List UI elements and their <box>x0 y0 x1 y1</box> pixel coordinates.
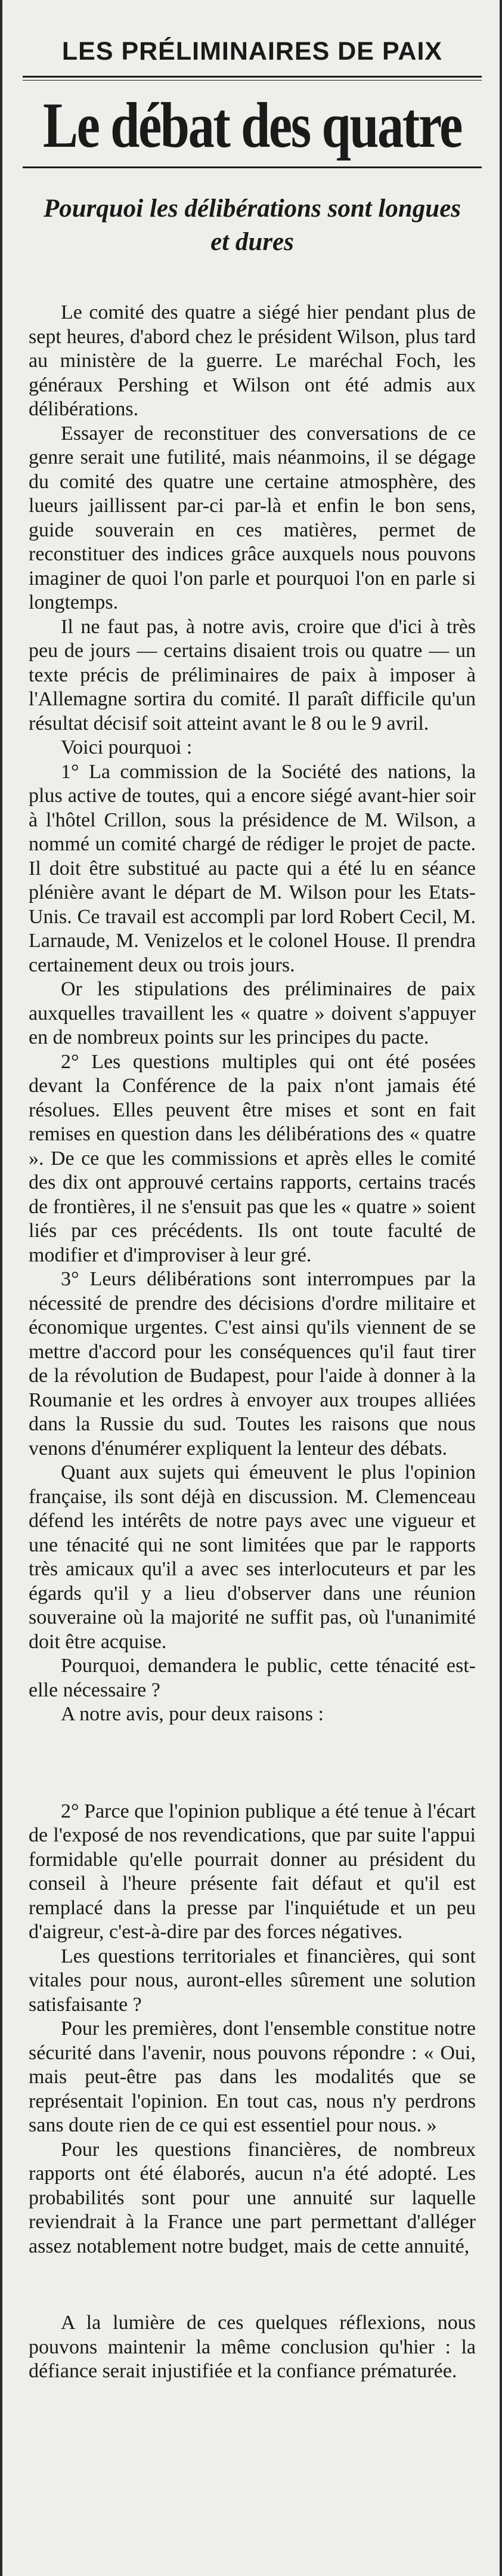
divider-rule-top <box>23 76 482 78</box>
article-paragraph: Pour les premières, dont l'ensemble constitue notre sécurité dans l'avenir, nous pouvons répondre : « Oui, mais peut-être pas dans les modalités que se représentait l'opinion. En tout cas, nous n'y perdrons sans doute rien de ce qui est essentiel pour nous. » <box>29 2017 476 2136</box>
article-paragraph: Essayer de reconstituer des conversations de ce genre serait une futilité, mais néanmoins, il se dégage du comité des quatre une certaine atmosphère, des lueurs jaillissent par-ci par-là et enfin le bon sens, guide souverain en ces matières, permet de reconstituer des indices grâce auxquels nous pouvons imaginer de quoi l'on parle et pourquoi l'on en parle si longtemps. <box>29 422 476 613</box>
subheadline: Pourquoi les délibérations sont longues et dures <box>43 195 461 256</box>
article-paragraph: Pourquoi, demandera le public, cette ténacité est-elle nécessaire ? <box>29 1655 476 1701</box>
headline: Le débat des quatre <box>43 90 461 161</box>
divider-rule-headline <box>23 166 482 168</box>
article-paragraph: A notre avis, pour deux raisons : <box>61 1703 324 1725</box>
article-paragraph: Les questions territoriales et financières, qui sont vitales pour nous, auront-elles sûrement une solution satisfaisante ? <box>29 1945 476 2016</box>
article-paragraph: A la lumière de ces quelques réflexions, nous pouvons maintenir la même conclusion qu'hier : la défiance serait injustifiée et la confiance prématurée. <box>29 2312 476 2382</box>
article-paragraph: 3° Leurs délibérations sont interrompues par la nécessité de prendre des décisions d'ordre militaire et économique urgentes. C'est ainsi qu'ils viennent de se mettre d'accord pour les conséquences qu'il faut tirer de la révolution de Budapest, pour l'aide à donner à la Roumanie et les ordres à envoyer aux troupes alliées dans la Russie du sud. Toutes les raisons que nous venons d'énumérer expliquent la lenteur des débats. <box>29 1268 476 1460</box>
censored-blank <box>29 1727 476 1800</box>
divider-rule-top-thin <box>23 80 482 81</box>
article-paragraph: Quant aux sujets qui émeuvent le plus l'opinion française, ils sont déjà en discussion. M. Clemenceau défend les intérêts de notre pays avec une vigueur et une ténacité qui ne sont limitées que par le rapports très amicaux qu'il a avec ses interlocuteurs et par les égards qu'il y a lieu d'observer dans une réunion souveraine où la majorité ne suffit pas, où l'unanimité doit être acquise. <box>29 1461 476 1653</box>
article-body <box>29 301 476 2384</box>
article-paragraph: 2° Parce que l'opinion publique a été tenue à l'écart de l'exposé de nos revendications, que par suite l'appui formidable qu'elle pourrait donner au président du conseil à l'heure présente fait défaut et qu'il est remplacé dans la presse par l'inquiétude et un peu d'aigreur, c'est-à-dire par des forces négatives. <box>29 1800 476 1943</box>
article-paragraph: Il ne faut pas, à notre avis, croire que d'ici à très peu de jours — certains disaient trois ou quatre — un texte précis de préliminaires de paix à imposer à l'Allemagne sortira du comité. Il paraît difficile qu'un résultat décisif soit atteint avant le 8 ou le 9 avril. <box>29 615 476 735</box>
article-paragraph: Or les stipulations des préliminaires de paix auxquelles travaillent les « quatre » doivent s'appuyer en de nombreux points sur les principes du pacte. <box>29 978 476 1048</box>
article-paragraph: Le comité des quatre a siégé hier pendant plus de sept heures, d'abord chez le président Wilson, plus tard au ministère de la guerre. Le maréchal Foch, les généraux Pershing et Wilson ont été admis aux délibérations. <box>29 301 476 420</box>
section-kicker: LES PRÉLIMINAIRES DE PAIX <box>61 37 443 66</box>
article-paragraph: 2° Les questions multiples qui ont été posées devant la Conférence de la paix n'ont jamais été résolues. Elles peuvent être mises et sont en fait remises en question dans les délibérations des « quatre ». De ce que les commissions et après elles le comité des dix ont approuvé certains rapports, certains tracés de frontières, il ne s'ensuit pas que les « quatre » soient liés par ces précédents. Ils ont toute faculté de modifier et d'improviser à leur gré. <box>29 1050 476 1266</box>
article-paragraph: 1° La commission de la Société des nations, la plus active de toutes, qui a encore siégé avant-hier soir à l'hôtel Crillon, sous la présidence de M. Wilson, a nommé un comité chargé de rédiger le projet de pacte. Il doit être substitué au pacte qui a été lu en séance plénière avant le départ de M. Wilson pour les Etats-Unis. Ce travail est accompli par lord Robert Cecil, M. Larnaude, M. Venizelos et le colonel House. Il prendra certainement deux ou trois jours. <box>29 760 476 976</box>
censored-blank <box>29 2259 476 2311</box>
article-paragraph: Pour les questions financières, de nombreux rapports ont été élaborés, aucun n'a été adopté. Les probabilités sont pour une annuité sur laquelle reviendrait à la France une part permettant d'alléger assez notablement notre budget, mais de cette annuité, <box>29 2138 476 2257</box>
article-paragraph: Voici pourquoi : <box>61 736 193 758</box>
